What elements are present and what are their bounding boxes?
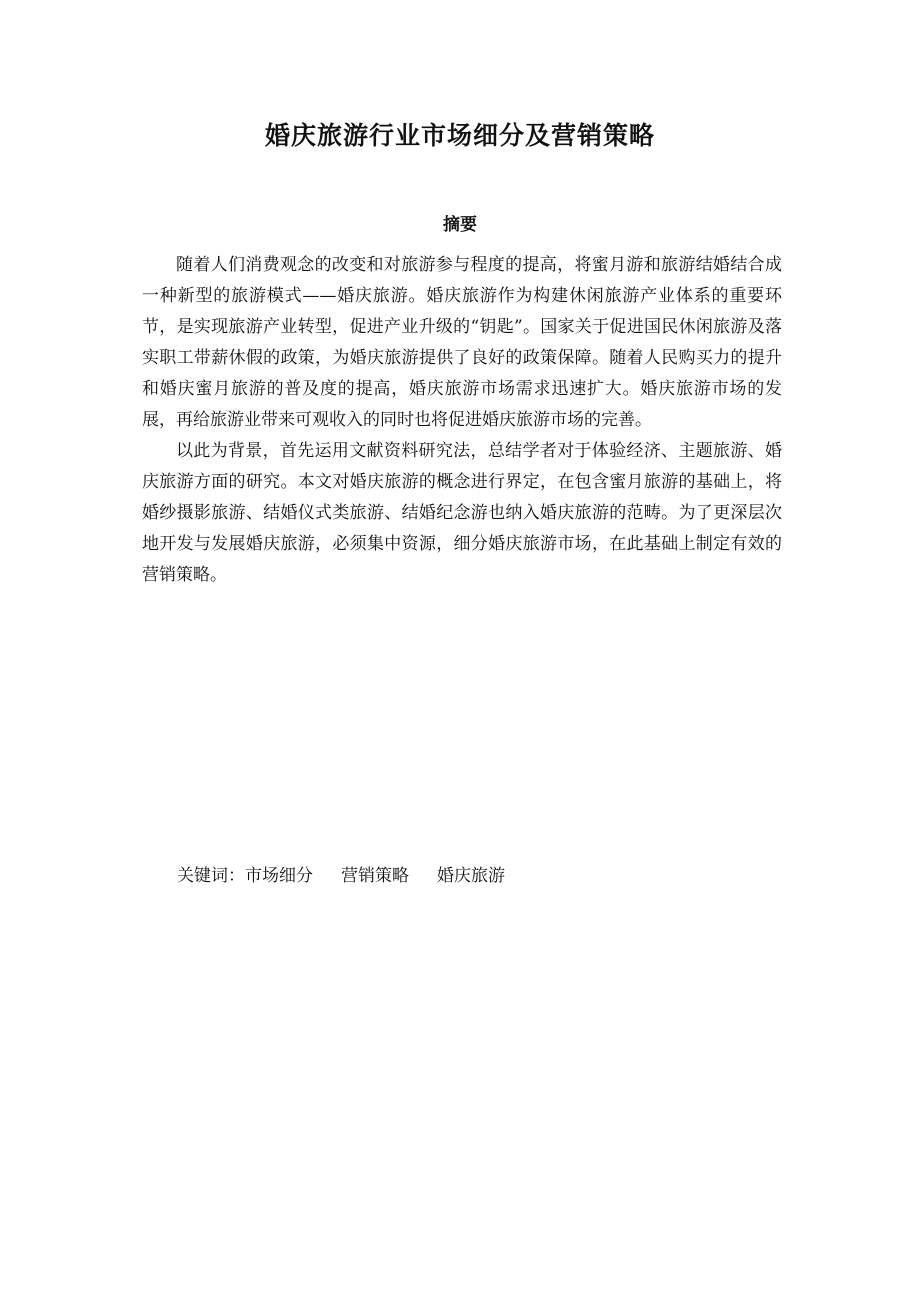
keyword-item: 婚庆旅游 <box>437 866 505 886</box>
abstract-body <box>142 250 782 591</box>
document-title: 婚庆旅游行业市场细分及营销策略 <box>264 121 655 150</box>
keywords-line <box>177 863 505 889</box>
abstract-paragraph: 以此为背景，首先运用文献资料研究法，总结学者对于体验经济、主题旅游、婚庆旅游方面的研究。本文对婚庆旅游的概念进行界定，在包含蜜月旅游的基础上，将婚纱摄影旅游、结婚仪式类旅游、结婚纪念游也纳入婚庆旅游的范畴。为了更深层次地开发与发展婚庆旅游，必须集中资源，细分婚庆旅游市场，在此基础上制定有效的营销策略。 <box>142 441 782 585</box>
keywords-label: 关键词： <box>177 866 245 886</box>
keyword-item: 营销策略 <box>341 866 409 886</box>
abstract-heading: 摘要 <box>443 215 477 235</box>
abstract-paragraph: 随着人们消费观念的改变和对旅游参与程度的提高，将蜜月游和旅游结婚结合成一种新型的旅游模式——婚庆旅游。婚庆旅游作为构建休闲旅游产业体系的重要环节，是实现旅游产业转型，促进产业升级的“钥匙”。国家关于促进国民休闲旅游及落实职工带薪休假的政策，为婚庆旅游提供了良好的政策保障。随着人民购买力的提升和婚庆蜜月旅游的普及度的提高，婚庆旅游市场需求迅速扩大。婚庆旅游市场的发展，再给旅游业带来可观收入的同时也将促进婚庆旅游市场的完善。 <box>142 255 782 430</box>
keyword-item: 市场细分 <box>245 866 313 886</box>
